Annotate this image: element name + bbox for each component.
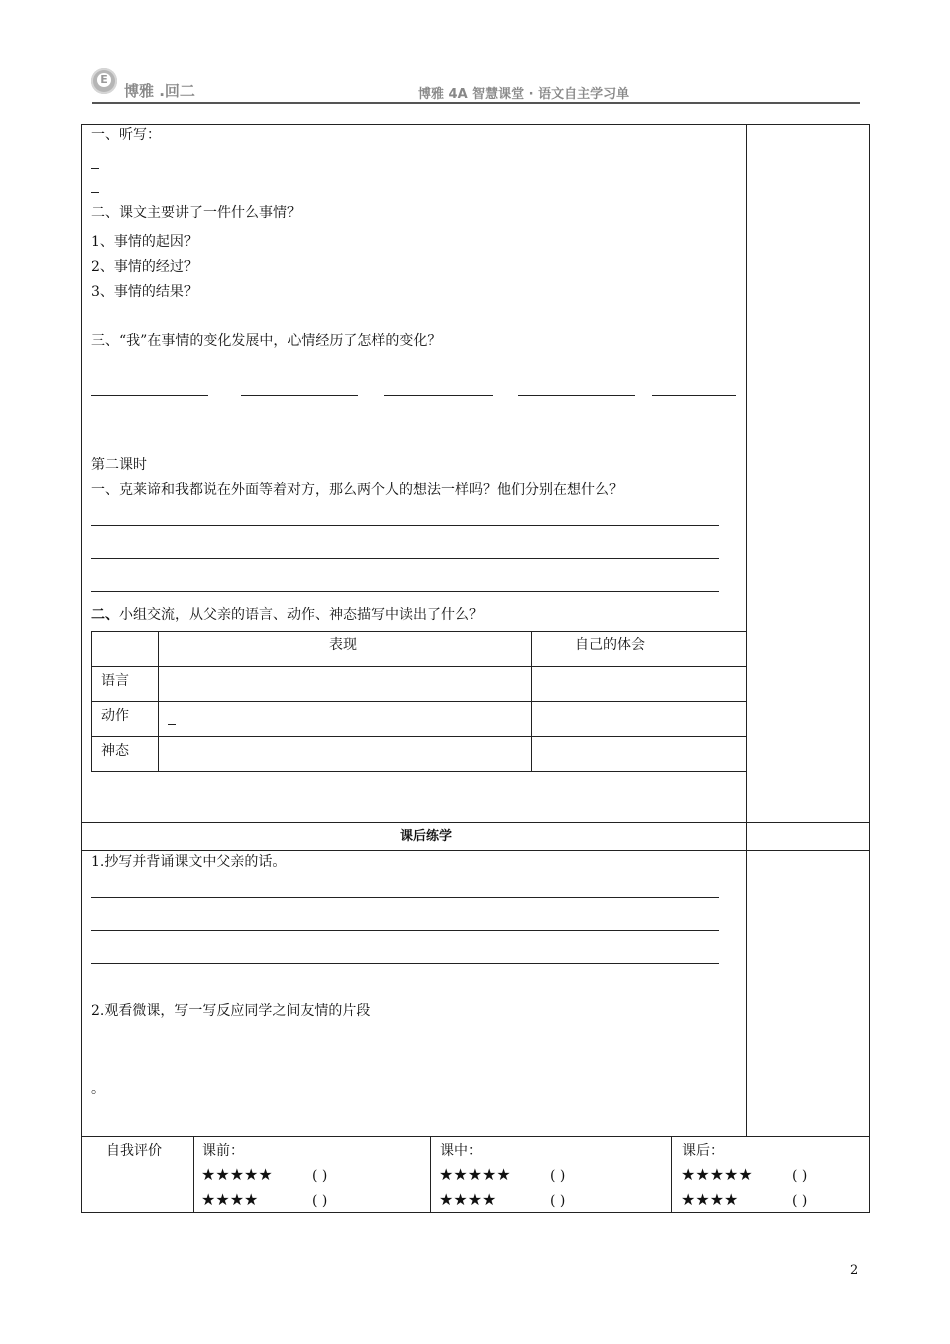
answer-blank[interactable] <box>91 395 208 396</box>
table-row-label: 神态 <box>101 743 129 759</box>
four-star-rating: ★★★★ <box>201 1190 259 1209</box>
question-item: 2、事情的经过？ <box>91 259 198 275</box>
four-star-rating: ★★★★ <box>439 1190 497 1209</box>
five-star-rating: ★★★★★ <box>439 1165 511 1184</box>
homework-question-2: 2.观看微课，写一写反应同学之间友情的片段 <box>91 1003 371 1019</box>
answer-line[interactable] <box>91 558 719 559</box>
header-rule <box>92 102 860 104</box>
eval-after-label: 课后： <box>682 1143 724 1159</box>
table-header-performance: 表现 <box>329 637 357 653</box>
lesson2-title: 第二课时 <box>91 457 147 473</box>
lesson2-question-2 <box>91 606 483 624</box>
answer-line[interactable] <box>91 591 719 592</box>
table-row-label: 语言 <box>101 673 129 689</box>
dictation-blank[interactable] <box>91 192 99 193</box>
logo-glyph: E <box>97 73 111 87</box>
rating-blank[interactable]: ( ) <box>792 1168 808 1184</box>
answer-blank[interactable] <box>168 724 176 725</box>
answer-blank[interactable] <box>241 395 358 396</box>
question-item: 1、事情的起因？ <box>91 234 198 250</box>
answer-line[interactable] <box>91 930 719 931</box>
answer-line[interactable] <box>91 897 719 898</box>
brand-name: 博雅 .回二 <box>124 82 195 100</box>
self-eval-label: 自我评价 <box>106 1143 162 1159</box>
homework-question-1: 1.抄写并背诵课文中父亲的话。 <box>91 854 287 870</box>
page-header-title: 博雅 4A 智慧课堂 · 语文自主学习单 <box>418 87 630 102</box>
lesson2-question-1: 一、克莱谛和我都说在外面等着对方，那么两个人的想法一样吗？他们分别在想什么？ <box>91 482 623 498</box>
question-number: 二、 <box>91 607 119 623</box>
dictation-blank[interactable] <box>91 168 99 169</box>
answer-blank[interactable] <box>384 395 493 396</box>
five-star-rating: ★★★★★ <box>201 1165 273 1184</box>
eval-before-label: 课前： <box>202 1143 244 1159</box>
question-text: 小组交流，从父亲的语言、动作、神态描写中读出了什么？ <box>119 607 483 623</box>
question-mood-change: 三、“我”在事情的变化发展中，心情经历了怎样的变化？ <box>91 333 442 349</box>
rating-blank[interactable]: ( ) <box>550 1193 566 1209</box>
rating-blank[interactable]: ( ) <box>312 1168 328 1184</box>
five-star-rating: ★★★★★ <box>681 1165 753 1184</box>
dictation-label: 一、听写： <box>91 127 161 143</box>
logo-icon <box>91 68 117 94</box>
table-header-reflection: 自己的体会 <box>575 637 645 653</box>
homework-title: 课后练学 <box>400 829 453 844</box>
answer-blank[interactable] <box>652 395 736 396</box>
eval-during-label: 课中： <box>440 1143 482 1159</box>
answer-line[interactable] <box>91 525 719 526</box>
end-mark: 。 <box>91 1081 105 1097</box>
answer-line[interactable] <box>91 963 719 964</box>
four-star-rating: ★★★★ <box>681 1190 739 1209</box>
rating-blank[interactable]: ( ) <box>312 1193 328 1209</box>
question-main-event: 二、课文主要讲了一件什么事情？ <box>91 205 301 221</box>
answer-blank[interactable] <box>518 395 635 396</box>
rating-blank[interactable]: ( ) <box>792 1193 808 1209</box>
rating-blank[interactable]: ( ) <box>550 1168 566 1184</box>
table-row-label: 动作 <box>101 708 129 724</box>
page-number: 2 <box>850 1263 859 1278</box>
question-item: 3、事情的结果？ <box>91 284 198 300</box>
